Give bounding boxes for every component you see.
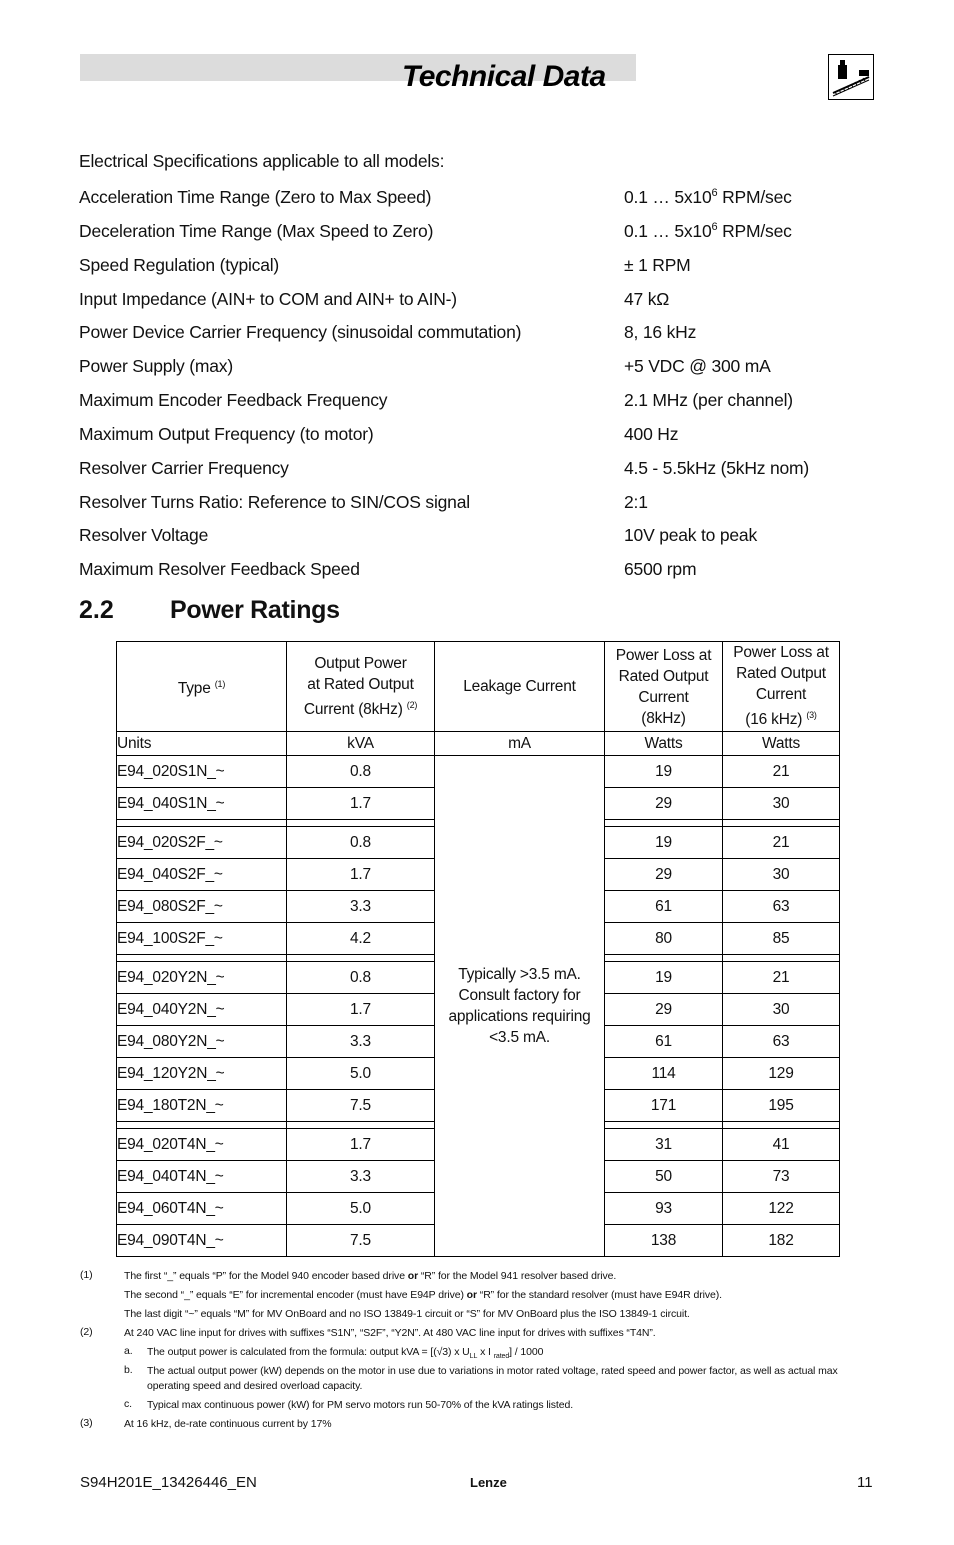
footnote-text xyxy=(124,1269,864,1284)
footnote-1c xyxy=(80,1307,880,1326)
spec-value xyxy=(624,356,771,377)
footnote-text: The last digit “~” equals “M” for MV OnBoard and no ISO 13849-1 circuit or “S” for MV OnBoard plus the ISO 13849-1 circuit. xyxy=(124,1308,690,1320)
cell-kva: 0.8 xyxy=(287,827,435,859)
cell-kva: 5.0 xyxy=(287,1058,435,1090)
cell-kva: 4.2 xyxy=(287,923,435,955)
spec-value-text: 2:1 xyxy=(624,491,648,512)
divider-cell xyxy=(287,955,435,962)
spec-row xyxy=(79,421,879,455)
cell-type: E94_100S2F_~ xyxy=(117,923,287,955)
footnote-1a xyxy=(80,1269,880,1288)
spec-value xyxy=(624,458,809,479)
header-pl8-line: (8kHz) xyxy=(641,709,686,727)
cell-power-loss-8khz: 50 xyxy=(605,1161,723,1193)
spec-value xyxy=(624,492,648,513)
footnote-subscript: LL xyxy=(469,1353,478,1361)
spec-label: Resolver Turns Ratio: Reference to SIN/COS signal xyxy=(79,491,470,512)
units-pl16: Watts xyxy=(723,732,840,756)
cell-type: E94_080S2F_~ xyxy=(117,891,287,923)
header-output-power xyxy=(287,642,435,732)
footnote-text-bold: or xyxy=(466,1289,477,1301)
cell-power-loss-16khz: 85 xyxy=(723,923,840,955)
header-type-label: Type xyxy=(177,680,211,698)
spec-value-exponent: 6 xyxy=(711,187,718,200)
cell-kva: 5.0 xyxy=(287,1193,435,1225)
spec-label: Maximum Encoder Feedback Frequency xyxy=(79,390,388,411)
footnote-text-part: x I xyxy=(477,1346,494,1358)
cell-power-loss-8khz: 29 xyxy=(605,788,723,820)
spec-value-text: 6500 rpm xyxy=(624,559,697,580)
cell-type: E94_040T4N_~ xyxy=(117,1161,287,1193)
footer-brand: Lenze xyxy=(470,1475,507,1490)
spec-label: Maximum Output Frequency (to motor) xyxy=(79,423,374,444)
cell-power-loss-8khz: 171 xyxy=(605,1090,723,1122)
cell-leakage xyxy=(435,756,605,1257)
cell-power-loss-8khz: 19 xyxy=(605,827,723,859)
cell-power-loss-16khz: 41 xyxy=(723,1129,840,1161)
footnote-2c xyxy=(80,1398,880,1417)
spec-value xyxy=(624,255,691,276)
spec-value-text: 10V peak to peak xyxy=(624,525,758,546)
units-pl8: Watts xyxy=(605,732,723,756)
footnote-sub-mark: b. xyxy=(124,1364,133,1376)
spec-label: Speed Regulation (typical) xyxy=(79,254,280,275)
header-pl16-line: (16 kHz) xyxy=(745,711,803,729)
cell-power-loss-8khz: 29 xyxy=(605,859,723,891)
divider-cell xyxy=(723,955,840,962)
cell-kva: 1.7 xyxy=(287,1129,435,1161)
cell-type: E94_120Y2N_~ xyxy=(117,1058,287,1090)
header-output-line: Current (8kHz) xyxy=(303,701,403,719)
footnote-mark: (1) xyxy=(80,1269,93,1281)
cell-power-loss-16khz: 63 xyxy=(723,1026,840,1058)
spec-value-text: 47 kΩ xyxy=(624,288,670,309)
cell-power-loss-16khz: 122 xyxy=(723,1193,840,1225)
spec-value xyxy=(624,424,678,445)
header-output-line: at Rated Output xyxy=(307,675,414,693)
footnote-2b xyxy=(80,1364,880,1398)
spec-label: Power Device Carrier Frequency (sinusoidal commutation) xyxy=(79,322,522,343)
spec-value-exponent: 6 xyxy=(711,221,718,234)
footnote-text: The actual output power (kW) depends on the motor in use due to variations in motor rated voltage, rated speed and power factor, as well as actual max operating speed and desired overload capacity. xyxy=(147,1365,838,1392)
section-number: 2.2 xyxy=(79,596,114,624)
spec-value xyxy=(624,559,696,580)
spec-row xyxy=(79,489,879,523)
cell-power-loss-8khz: 61 xyxy=(605,891,723,923)
cell-power-loss-16khz: 195 xyxy=(723,1090,840,1122)
footnote-text-part: “R” for the standard resolver (must have E94R drive). xyxy=(476,1289,722,1301)
cell-type: E94_090T4N_~ xyxy=(117,1225,287,1257)
spec-label: Resolver Voltage xyxy=(79,525,209,546)
header-pl16-line: Current xyxy=(755,686,807,704)
cell-type: E94_020S2F_~ xyxy=(117,827,287,859)
cell-kva: 3.3 xyxy=(287,891,435,923)
spec-value-text: 8, 16 kHz xyxy=(624,322,697,343)
cell-power-loss-8khz: 29 xyxy=(605,994,723,1026)
header-pl8-line: Power Loss at xyxy=(615,646,712,664)
cell-type: E94_020Y2N_~ xyxy=(117,962,287,994)
specs-intro: Electrical Specifications applicable to all models: xyxy=(79,151,445,171)
cell-type: E94_180T2N_~ xyxy=(117,1090,287,1122)
cell-power-loss-16khz: 30 xyxy=(723,994,840,1026)
divider-cell xyxy=(723,820,840,827)
divider-cell xyxy=(605,955,723,962)
cell-power-loss-16khz: 21 xyxy=(723,756,840,788)
cell-kva: 0.8 xyxy=(287,756,435,788)
spec-label: Acceleration Time Range (Zero to Max Speed) xyxy=(79,187,432,207)
leakage-line: <3.5 mA. xyxy=(489,1029,550,1046)
spec-value xyxy=(624,221,792,242)
header-pl16-line: Power Loss at xyxy=(733,644,829,662)
spec-row xyxy=(79,522,879,556)
footnote-text: At 240 VAC line input for drives with suffixes “S1N”, “S2F”, “Y2N”. At 480 VAC line input for drives with suffixes “T4N”. xyxy=(124,1327,656,1339)
cell-type: E94_020T4N_~ xyxy=(117,1129,287,1161)
spec-row xyxy=(79,353,879,387)
header-type xyxy=(117,642,287,732)
spec-value xyxy=(624,289,669,310)
cell-power-loss-8khz: 114 xyxy=(605,1058,723,1090)
footnote-text-part: The output power is calculated from the formula: output kVA = [(√3) x U xyxy=(147,1346,470,1358)
divider-cell xyxy=(287,1122,435,1129)
spec-value-unit: RPM/sec xyxy=(717,220,792,241)
header-type-note: (1) xyxy=(214,678,226,689)
spec-row xyxy=(79,252,879,286)
spec-value-text: 0.1 … 5x10 xyxy=(624,187,712,207)
header-output-note: (2) xyxy=(406,699,418,710)
footer-page-number: 11 xyxy=(857,1474,873,1491)
cell-power-loss-8khz: 61 xyxy=(605,1026,723,1058)
cell-power-loss-16khz: 182 xyxy=(723,1225,840,1257)
cell-power-loss-16khz: 21 xyxy=(723,962,840,994)
footnote-1b xyxy=(80,1288,880,1307)
cell-power-loss-16khz: 73 xyxy=(723,1161,840,1193)
leakage-line: Consult factory for xyxy=(458,987,581,1004)
divider-cell xyxy=(605,1122,723,1129)
spec-label: Deceleration Time Range (Max Speed to Zero) xyxy=(79,220,434,241)
footnote-text-part: The first “_” equals “P” for the Model 940 encoder based drive xyxy=(124,1270,408,1282)
footnote-text-bold: or xyxy=(407,1270,419,1282)
footnote-2a xyxy=(80,1345,880,1364)
footnote-text: At 16 kHz, de-rate continuous current by 17% xyxy=(124,1418,332,1430)
table-header-row xyxy=(117,642,840,732)
footnote-text: Typical max continuous power (kW) for PM servo motors run 50-70% of the kVA ratings listed. xyxy=(147,1399,574,1411)
spec-value-text: 400 Hz xyxy=(624,423,679,444)
cell-type: E94_040Y2N_~ xyxy=(117,994,287,1026)
divider-cell xyxy=(287,820,435,827)
header-power-loss-8khz xyxy=(605,642,723,732)
footnote-subscript: rated xyxy=(493,1353,510,1361)
spec-value-unit: RPM/sec xyxy=(717,187,792,207)
footnote-text-part: The second “_” equals “E” for incremental encoder (must have E94P drive) xyxy=(124,1289,467,1301)
cell-type: E94_040S2F_~ xyxy=(117,859,287,891)
footnote-3 xyxy=(80,1417,880,1436)
divider-cell xyxy=(117,955,287,962)
cell-kva: 0.8 xyxy=(287,962,435,994)
cell-kva: 1.7 xyxy=(287,994,435,1026)
cell-power-loss-16khz: 129 xyxy=(723,1058,840,1090)
cell-type: E94_060T4N_~ xyxy=(117,1193,287,1225)
spec-value-text: 0.1 … 5x10 xyxy=(624,220,712,241)
cell-power-loss-8khz: 19 xyxy=(605,756,723,788)
spec-row xyxy=(79,455,879,489)
footnote-sub-mark: a. xyxy=(124,1345,133,1357)
table-row xyxy=(117,756,840,788)
spec-value xyxy=(624,322,696,343)
spec-label: Maximum Resolver Feedback Speed xyxy=(79,559,360,580)
header-power-loss-16khz xyxy=(723,642,840,732)
motor-drive-icon xyxy=(828,54,874,100)
spec-value-text: ± 1 RPM xyxy=(624,254,691,275)
footnote-mark: (3) xyxy=(80,1417,93,1429)
divider-cell xyxy=(605,820,723,827)
units-output: kVA xyxy=(287,732,435,756)
units-row xyxy=(117,732,840,756)
spec-row xyxy=(79,218,879,252)
spec-value-text: 4.5 - 5.5kHz (5kHz nom) xyxy=(624,457,810,478)
cell-power-loss-16khz: 63 xyxy=(723,891,840,923)
spec-row xyxy=(79,286,879,320)
spec-label: Power Supply (max) xyxy=(79,356,233,377)
cell-type: E94_020S1N_~ xyxy=(117,756,287,788)
footnotes xyxy=(80,1269,880,1436)
spec-label: Input Impedance (AIN+ to COM and AIN+ to AIN-) xyxy=(79,288,457,309)
footnote-text xyxy=(124,1288,864,1303)
divider-cell xyxy=(723,1122,840,1129)
page-title: Technical Data xyxy=(402,60,606,93)
spec-row xyxy=(79,387,879,421)
units-leakage: mA xyxy=(435,732,605,756)
cell-power-loss-16khz: 30 xyxy=(723,859,840,891)
cell-power-loss-16khz: 21 xyxy=(723,827,840,859)
section-title: Power Ratings xyxy=(170,596,340,624)
header-pl8-line: Rated Output xyxy=(618,667,709,685)
header-leakage: Leakage Current xyxy=(435,642,605,732)
cell-kva: 3.3 xyxy=(287,1161,435,1193)
header-pl16-note: (3) xyxy=(806,710,817,721)
spec-value xyxy=(624,390,793,411)
cell-power-loss-16khz: 30 xyxy=(723,788,840,820)
spec-value-text: 2.1 MHz (per channel) xyxy=(624,390,793,411)
divider-cell xyxy=(117,1122,287,1129)
cell-kva: 7.5 xyxy=(287,1090,435,1122)
footnote-text-part: “R” for the Model 941 resolver based drive. xyxy=(418,1270,617,1282)
footnote-sub-mark: c. xyxy=(124,1398,132,1410)
footnote-text xyxy=(147,1345,859,1364)
spec-value xyxy=(624,187,792,208)
header-pl16-line: Rated Output xyxy=(736,665,826,683)
spec-value xyxy=(624,525,757,546)
footer-doc-id: S94H201E_13426446_EN xyxy=(80,1474,257,1491)
spec-row xyxy=(79,319,879,353)
footnote-2 xyxy=(80,1326,880,1345)
cell-power-loss-8khz: 80 xyxy=(605,923,723,955)
header-pl8-line: Current xyxy=(638,688,689,706)
divider-cell xyxy=(117,820,287,827)
cell-kva: 1.7 xyxy=(287,859,435,891)
cell-power-loss-8khz: 31 xyxy=(605,1129,723,1161)
footnote-text-part: ] / 1000 xyxy=(509,1346,544,1358)
spec-list xyxy=(79,184,879,590)
spec-row xyxy=(79,184,879,218)
footnote-mark: (2) xyxy=(80,1326,93,1338)
cell-power-loss-8khz: 93 xyxy=(605,1193,723,1225)
cell-type: E94_080Y2N_~ xyxy=(117,1026,287,1058)
power-ratings-table xyxy=(116,641,840,1257)
header-output-line: Output Power xyxy=(314,654,407,672)
cell-power-loss-8khz: 138 xyxy=(605,1225,723,1257)
leakage-line: applications requiring xyxy=(448,1008,591,1025)
cell-type: E94_040S1N_~ xyxy=(117,788,287,820)
spec-row xyxy=(79,556,879,590)
units-label: Units xyxy=(117,732,287,756)
cell-kva: 3.3 xyxy=(287,1026,435,1058)
cell-kva: 1.7 xyxy=(287,788,435,820)
spec-value-text: +5 VDC @ 300 mA xyxy=(624,356,771,377)
cell-kva: 7.5 xyxy=(287,1225,435,1257)
spec-label: Resolver Carrier Frequency xyxy=(79,457,289,478)
leakage-line: Typically >3.5 mA. xyxy=(458,966,581,983)
cell-power-loss-8khz: 19 xyxy=(605,962,723,994)
